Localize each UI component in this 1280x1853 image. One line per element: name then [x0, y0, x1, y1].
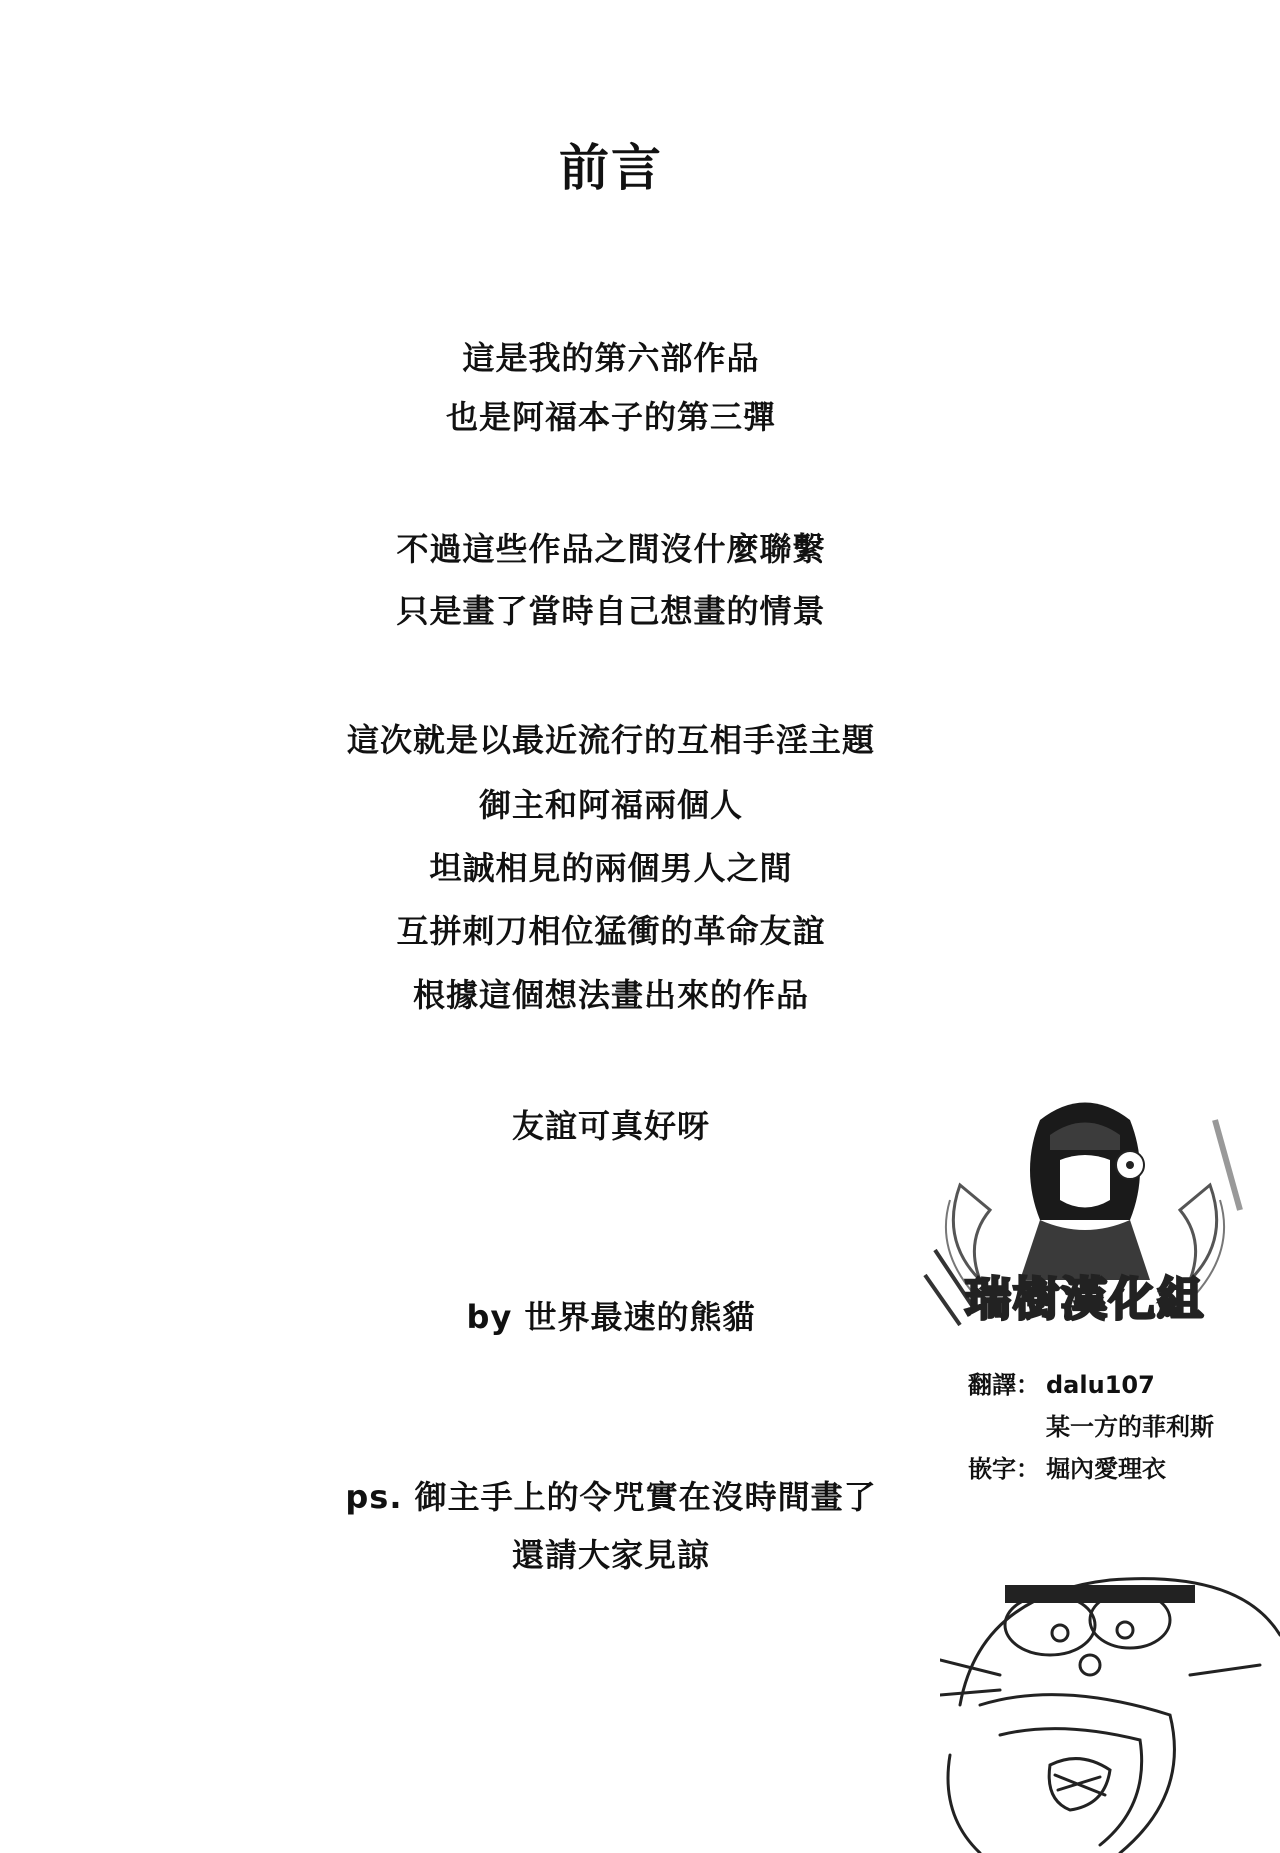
text-line-5: 這次就是以最近流行的互相手淫主題 [346, 721, 875, 759]
text-line-2: 也是阿福本子的第三彈 [445, 398, 776, 436]
text-line-6: 御主和阿福兩個人 [478, 786, 743, 824]
translate-label: 翻譯： [968, 1371, 1040, 1399]
page-title: 前言 [559, 139, 663, 197]
translator-name-1: dalu107 [1046, 1371, 1155, 1399]
text-line-3: 不過這些作品之間沒什麼聯繫 [396, 530, 826, 568]
group-logo [920, 1090, 1250, 1350]
text-line-ps-2: 還請大家見諒 [511, 1536, 710, 1574]
text-line-9: 根據這個想法畫出來的作品 [412, 976, 809, 1014]
signature-line: by 世界最速的熊貓 [466, 1298, 756, 1336]
typesetter-name: 堀內愛理衣 [1046, 1455, 1166, 1483]
translator-name-2: 某一方的菲利斯 [1046, 1413, 1214, 1441]
text-line-7: 坦誠相見的兩個男人之間 [429, 849, 793, 887]
typeset-label: 嵌字： [968, 1455, 1040, 1483]
text-line-ps: ps. 御主手上的令咒實在沒時間畫了 [345, 1478, 877, 1516]
group-logo-text: 瑞樹漢化組 [965, 1272, 1205, 1326]
text-line-1: 這是我的第六部作品 [462, 339, 760, 377]
text-line-8: 互拼刺刀相位猛衝的革命友誼 [396, 912, 826, 950]
text-line-10: 友誼可真好呀 [511, 1107, 710, 1145]
text-line-4: 只是畫了當時自己想畫的情景 [396, 592, 826, 630]
robot-cat-sketch-icon [940, 1555, 1280, 1853]
